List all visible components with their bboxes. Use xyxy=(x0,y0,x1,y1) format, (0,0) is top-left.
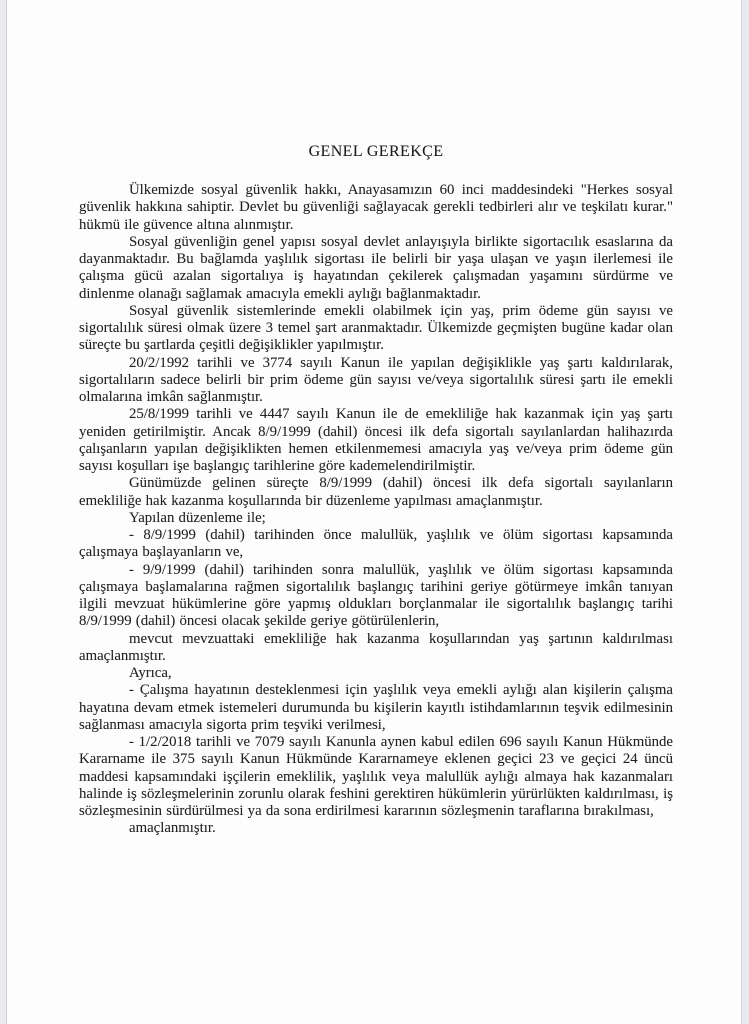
page-right-edge xyxy=(741,0,749,1024)
paragraph: Yapılan düzenleme ile; xyxy=(129,509,266,526)
paragraph-bullet: - 8/9/1999 (dahil) tarihinden önce malullük, yaşlılık ve ölüm sigortası kapsamında çalışmaya başlayanların ve, xyxy=(79,527,673,561)
paragraph: Günümüzde gelinen süreçte 8/9/1999 (dahil) öncesi ilk defa sigortalı sayılanların emekliliğe hak kazanma koşullarında bir düzenleme yapılması amaçlanmıştır. xyxy=(79,475,673,509)
paragraph: Ülkemizde sosyal güvenlik hakkı, Anayasamızın 60 inci maddesindeki "Herkes sosyal güvenlik hakkına sahiptir. Devlet bu güvenliği sağlayacak gerekli tedbirleri alır ve teşkilatı kurar." hükmü ile güvence altına alınmıştır. xyxy=(79,182,673,233)
paragraph: Sosyal güvenlik sistemlerinde emekli olabilmek için yaş, prim ödeme gün sayısı ve sigortalılık süresi olmak üzere 3 temel şart aranmaktadır. Ülkemizde geçmişten bugüne kadar olan süreçte bu şartlarda çeşitli değişiklikler yapılmıştır. xyxy=(79,302,673,354)
paragraph: Sosyal güvenliğin genel yapısı sosyal devlet anlayışıyla birlikte sigortacılık esaslarına da dayanmaktadır. Bu bağlamda yaşlılık sigortası ile belirli bir yaşa ulaşan ve yaşın ilerlemesi ile çalışma gücü azalan sigortalıya iş hayatından çekilerek çalışmadan yaşamını sürdürme ve dinlenme olanağı sağlamak amacıyla emekli aylığı bağlanmaktadır. xyxy=(79,233,673,302)
paragraph: Ayrıca, xyxy=(129,665,172,681)
page-left-edge xyxy=(0,0,7,1024)
paragraph-bullet: - 9/9/1999 (dahil) tarihinden sonra malullük, yaşlılık ve ölüm sigortası kapsamında çalışmaya başlamalarına rağmen sigortalılık başlangıç tarihini geriye götürmeye imkân tanıyan ilgili mevzuat hükümlerine göre yapmış oldukları borçlanmalar ile sigortalılık başlangıç tarihi 8/9/1999 (dahil) öncesi olacak şekilde geriye götürülenlerin, xyxy=(79,561,673,630)
paragraph: 25/8/1999 tarihli ve 4447 sayılı Kanun ile de emekliliğe hak kazanmak için yaş şartı yeniden getirilmiştir. Ancak 8/9/1999 (dahil) öncesi ilk defa sigortalı sayılanlardan halihazırda çalışanların yapılan değişiklikten hemen etkilenmemesi amacıyla yaş ve/veya prim ödeme gün sayısı koşulları işe başlangıç tarihlerine göre kademelendirilmiştir. xyxy=(79,406,673,474)
paragraph: 20/2/1992 tarihli ve 3774 sayılı Kanun ile yapılan değişiklikle yaş şartı kaldırılarak, sigortalıların sadece belirli bir prim ödeme gün sayısı ve/veya sigortalılık süresi şartı ile emekli olmalarına imkân sağlanmıştır. xyxy=(79,354,673,405)
paragraph-bullet: - 1/2/2018 tarihli ve 7079 sayılı Kanunla aynen kabul edilen 696 sayılı Kanun Hükmünde Kararname ile 375 sayılı Kanun Hükmünde Kararnameye eklenen geçici 23 ve geçici 24 üncü maddesi kapsamındaki işçilerin emeklilik, yaşlılık veya malullük aylığı almaya hak kazanmaları halinde iş sözleşmelerinin zorunlu olarak feshini gerektiren hükümlerin yürürlükten kaldırılması, iş sözleşmesinin sürdürülmesi ya da sona erdirilmesi kararının sözleşmenin taraflarına bırakılması, xyxy=(79,734,673,819)
paragraph: mevcut mevzuattaki emekliliğe hak kazanma koşullarından yaş şartının kaldırılması amaçlanmıştır. xyxy=(79,630,673,664)
document-content xyxy=(79,143,673,838)
document-title: GENEL GEREKÇE xyxy=(308,143,444,160)
paragraph-bullet: - Çalışma hayatının desteklenmesi için yaşlılık veya emekli aylığı alan kişilerin çalışma hayatına devam etmek istemeleri durumunda bu kişilerin kayıtlı istihdamlarının teşvik edilmesinin sağlanması amacıyla sigorta prim teşviki verilmesi, xyxy=(79,682,673,733)
paragraph: amaçlanmıştır. xyxy=(129,820,216,837)
